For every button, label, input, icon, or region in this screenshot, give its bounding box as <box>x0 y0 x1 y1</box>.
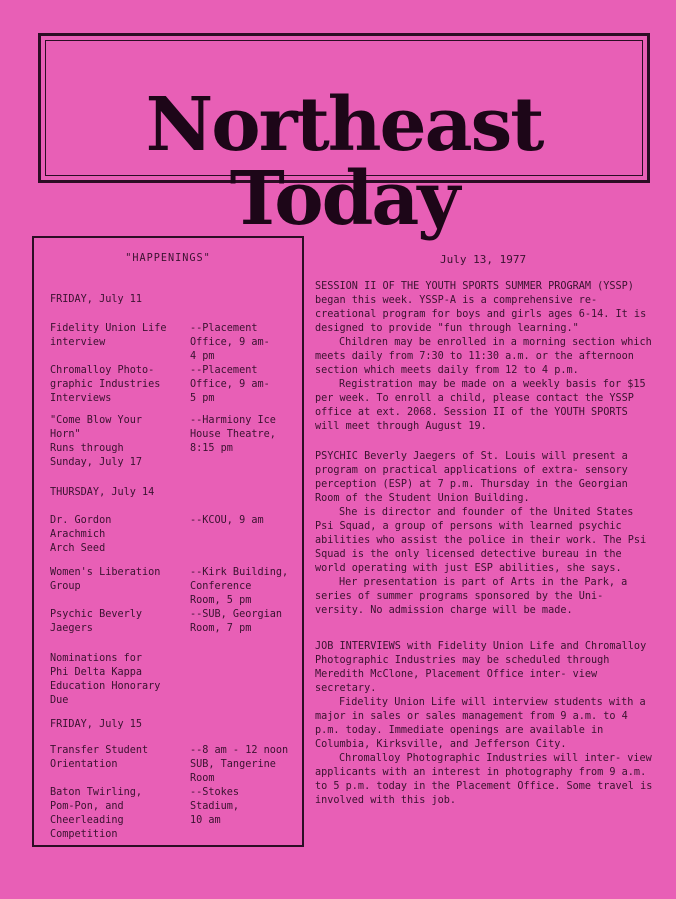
event-location: --Placement Office, 9 am- 4 pm <box>190 323 270 362</box>
event-name: Women's Liberation Group <box>50 567 161 592</box>
article-paragraph: Chromalloy Photographic Industries will inter- view applicants with an interest in photography from 9 a.m. to 5 p.m. today in the Placement Office. Some travel is involved with this job. <box>315 753 653 806</box>
event-name: Baton Twirling, Pom-Pon, and Cheerleading Competition <box>50 787 143 840</box>
article-job-interviews <box>315 640 655 808</box>
happenings-title: "HAPPENINGS" <box>125 253 211 264</box>
issue-date: July 13, 1977 <box>440 253 527 266</box>
event-location: --Placement Office, 9 am- 5 pm <box>190 365 270 404</box>
article-youth-sports <box>315 280 655 434</box>
article-paragraph: She is director and founder of the United States Psi Squad, a group of persons with learned psychic abilities who assist the police in their work. The Psi Squad is the only licensed detective bureau in the world operating with just ESP abilities, she says. <box>315 507 647 574</box>
event-name: Chromalloy Photo- graphic Industries Interviews <box>50 365 161 404</box>
article-lead: SESSION II OF THE YOUTH SPORTS SUMMER PROGRAM (YSSP) began this week. YSSP-A is a comprehensive re- creational program for boys and girls ages 6-14. It is designed to provide "fun through learning." <box>315 281 647 334</box>
event-name: Transfer Student Orientation <box>50 745 149 770</box>
happenings-box <box>32 236 304 847</box>
article-paragraph: Children may be enrolled in a morning section which meets daily from 7:30 to 11:30 a.m. or the afternoon section which meets daily from 12 to 4 p.m. <box>315 337 652 376</box>
day-heading: FRIDAY, July 11 <box>50 294 143 305</box>
event-name: Psychic Beverly Jaegers <box>50 609 143 634</box>
masthead-title: Northeast Today <box>145 82 543 242</box>
masthead <box>38 33 650 242</box>
event-location: --Kirk Building, Conference Room, 5 pm <box>190 567 289 606</box>
article-paragraph: Her presentation is part of Arts in the Park, a series of summer programs sponsored by the Uni- versity. No admission charge will be made. <box>315 577 628 616</box>
event-location: --8 am - 12 noon SUB, Tangerine Room <box>190 745 289 784</box>
article-lead: PSYCHIC Beverly Jaegers of St. Louis will present a program on practical applications of extra- sensory perception (ESP) at 7 p.m. Thursday in the Georgian Room of the Student Union Building. <box>315 451 628 504</box>
event-name: Dr. Gordon Arachmich Arch Seed <box>50 515 112 554</box>
day-heading: THURSDAY, July 14 <box>50 487 155 498</box>
article-psychic <box>315 450 655 618</box>
article-paragraph: Registration may be made on a weekly basis for $15 per week. To enroll a child, please contact the YSSP office at ext. 2068. Session II of the YOUTH SPORTS will meet through August 19. <box>315 379 646 432</box>
event-location: --SUB, Georgian Room, 7 pm <box>190 609 283 634</box>
event-location: --Stokes Stadium, 10 am <box>190 787 240 826</box>
event-name: Fidelity Union Life interview <box>50 323 167 348</box>
article-paragraph: Fidelity Union Life will interview students with a major in sales or sales management from 9 a.m. to 4 p.m. today. Immediate openings are available in Columbia, Kirksville, and Jefferson City. <box>315 697 646 750</box>
event-name: "Come Blow Your Horn" Runs through Sunday, July 17 <box>50 415 143 468</box>
event-name: Nominations for Phi Delta Kappa Education Honorary Due <box>50 653 161 706</box>
article-lead: JOB INTERVIEWS with Fidelity Union Life and Chromalloy Photographic Industries may be scheduled through Meredith McClone, Placement Office inter- view secretary. <box>315 641 647 694</box>
event-location: --KCOU, 9 am <box>190 515 264 526</box>
event-location: --Harmiony Ice House Theatre, 8:15 pm <box>190 415 276 454</box>
day-heading: FRIDAY, July 15 <box>50 719 143 730</box>
